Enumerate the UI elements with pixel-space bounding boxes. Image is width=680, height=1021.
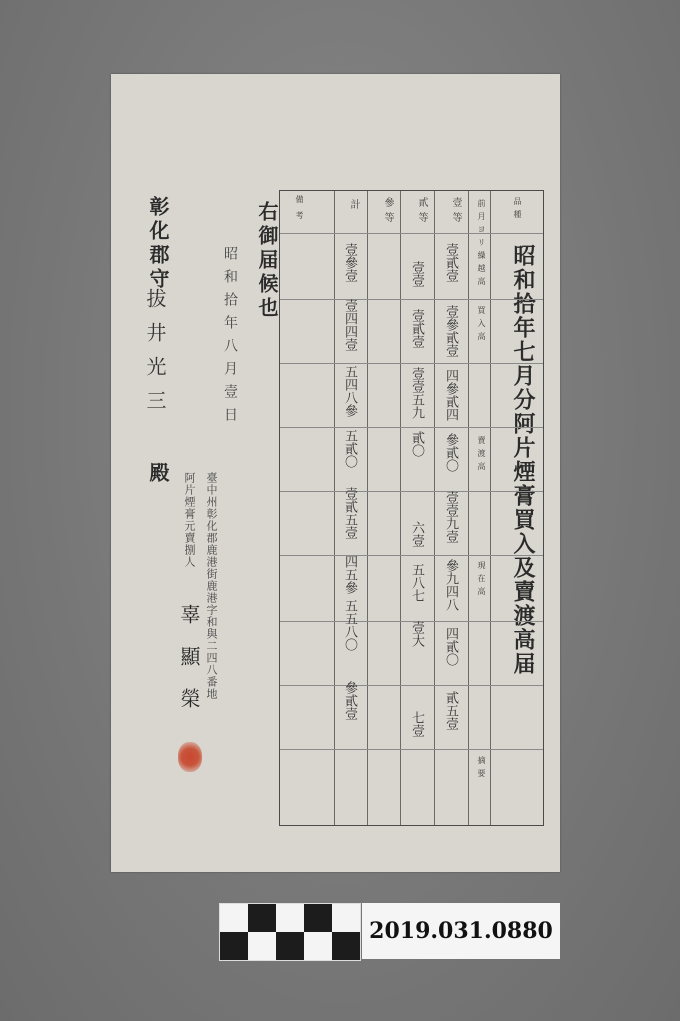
value-cell: 壹大 — [409, 621, 424, 647]
value-cell: 壹參貳壹 — [443, 305, 458, 357]
header-remarks: 摘要 — [477, 756, 486, 782]
checker-square — [220, 904, 248, 932]
checker-square — [332, 904, 360, 932]
value-cell: 壹貳壹 — [409, 309, 424, 348]
value-cell: 參貳壹 — [342, 681, 357, 720]
checker-square — [332, 932, 360, 960]
value-cell: 五五八〇 — [342, 599, 357, 651]
ledger-row-line — [280, 555, 543, 556]
value-cell: 五八七 — [409, 563, 424, 602]
value-cell: 七壹 — [409, 711, 424, 737]
red-seal-stamp — [178, 742, 202, 772]
checker-square — [220, 932, 248, 960]
value-cell: 壹貳壹 — [443, 243, 458, 282]
ledger-row-line — [280, 491, 543, 492]
value-cell: 四參貳四 — [443, 369, 458, 421]
row-label-total: 計 — [348, 199, 359, 214]
ledger-col-line — [490, 191, 491, 825]
value-cell: 參貳〇 — [443, 433, 458, 472]
document-date: 昭和拾年八月壹日 — [222, 246, 238, 430]
value-cell: 五四八參 — [342, 365, 357, 417]
checker-square — [304, 932, 332, 960]
ledger-row-line — [280, 427, 543, 428]
ledger-col-line — [367, 191, 368, 825]
ledger-row-line — [280, 363, 543, 364]
color-checker-target — [219, 903, 361, 961]
checker-square — [248, 904, 276, 932]
value-cell: 壹壹 — [409, 261, 424, 287]
checker-square — [276, 904, 304, 932]
checker-square — [304, 904, 332, 932]
row-label-grade3: 參等 — [382, 197, 393, 227]
value-cell: 貳五壹 — [443, 691, 458, 730]
value-cell: 四五參 — [342, 555, 357, 594]
ledger-row-line — [280, 749, 543, 750]
value-cell: 參九四八 — [443, 559, 458, 611]
ledger-table — [279, 190, 544, 826]
header-purchase: 買入高 — [477, 306, 486, 345]
checker-square — [276, 932, 304, 960]
header-current: 現在高 — [477, 561, 486, 600]
value-cell: 五貳〇 — [342, 429, 357, 468]
value-cell: 貳〇 — [409, 431, 424, 457]
ledger-col-line — [434, 191, 435, 825]
addressee-name: 拔井光三 — [143, 288, 167, 424]
header-notes: 備考 — [295, 195, 304, 227]
checker-square — [248, 932, 276, 960]
header-item-type: 品種 — [513, 197, 522, 223]
value-cell: 六壹 — [409, 521, 424, 547]
addressee-honorific: 殿 — [146, 462, 170, 482]
value-cell: 壹四四壹 — [342, 299, 357, 351]
row-label-grade1: 壹等 — [450, 197, 461, 227]
document-title: 昭和拾年七月分阿片煙膏買入及賣渡高届 — [510, 244, 536, 676]
header-carryover: 前月ヨリ繰越高 — [477, 199, 486, 290]
row-label-grade2: 貳等 — [416, 197, 427, 227]
addressee-office: 彰化郡守 — [146, 196, 170, 292]
seller-address: 臺中州彰化郡鹿港街鹿港字和與二四八番地 — [205, 472, 218, 700]
ledger-row-line — [280, 233, 543, 234]
value-cell: 壹貳五壹 — [342, 487, 357, 539]
ledger-col-line — [400, 191, 401, 825]
value-cell: 壹壹九壹 — [443, 491, 458, 543]
value-cell: 四貳〇 — [443, 627, 458, 666]
header-sales: 賣渡高 — [477, 436, 486, 475]
ledger-row-line — [280, 299, 543, 300]
value-cell: 壹壹五九 — [409, 367, 424, 419]
ledger-row-line — [280, 685, 543, 686]
ledger-col-line — [334, 191, 335, 825]
accession-number-label: 2019.031.0880 — [362, 903, 560, 959]
document-paper — [111, 74, 560, 872]
value-cell: 壹參壹 — [342, 243, 357, 282]
seller-name: 辜顯榮 — [177, 604, 201, 730]
closing-phrase: 右御届候也 — [255, 201, 279, 321]
ledger-col-line — [468, 191, 469, 825]
seller-title: 阿片煙膏元賣捌人 — [183, 472, 196, 568]
